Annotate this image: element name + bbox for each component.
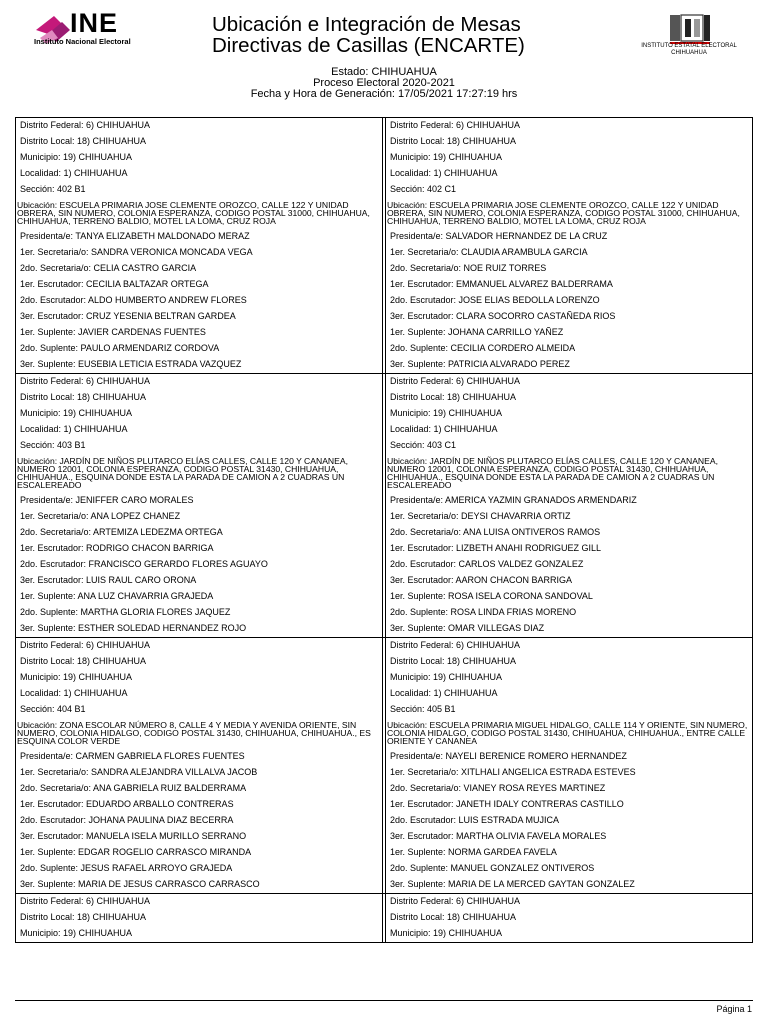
distrito-federal: Distrito Federal: 6) CHIHUAHUA bbox=[390, 640, 521, 650]
ine-subtitle: Instituto Nacional Electoral bbox=[34, 37, 131, 46]
escrutador-2: 2do. Escrutador: JOHANA PAULINA DIAZ BECERRA bbox=[20, 815, 234, 825]
secretario-2: 2do. Secretaria/o: ARTEMIZA LEDEZMA ORTEGA bbox=[20, 527, 223, 537]
seccion: Sección: 405 B1 bbox=[390, 704, 456, 714]
casilla-card bbox=[15, 374, 383, 637]
escrutador-2: 2do. Escrutador: FRANCISCO GERARDO FLORES AGUAYO bbox=[20, 559, 268, 569]
secretario-2: 2do. Secretaria/o: CELIA CASTRO GARCIA bbox=[20, 263, 197, 273]
suplente-3: 3er. Suplente: ESTHER SOLEDAD HERNANDEZ ROJO bbox=[20, 623, 247, 633]
distrito-federal: Distrito Federal: 6) CHIHUAHUA bbox=[20, 896, 151, 906]
ubicacion: Ubicación: JARDÍN DE NIÑOS PLUTARCO ELÍAS CALLES, CALLE 120 Y CANANEA, NUMERO 12001, COLONIA ESPERANZA, CODIGO POSTAL 31430, CHIHUAHUA, CHIHUAHUA., ESQUINA DONDE ESTA LA PARADA DE CAMION A 2 CUADRAS UN ESCALEREADO bbox=[17, 456, 348, 490]
distrito-federal: Distrito Federal: 6) CHIHUAHUA bbox=[20, 120, 151, 130]
suplente-2: 2do. Suplente: CECILIA CORDERO ALMEIDA bbox=[390, 343, 576, 353]
seccion: Sección: 404 B1 bbox=[20, 704, 86, 714]
secretario-2: 2do. Secretaria/o: VIANEY ROSA REYES MARTINEZ bbox=[390, 783, 606, 793]
casilla-block-row bbox=[15, 894, 753, 943]
localidad: Localidad: 1) CHIHUAHUA bbox=[20, 424, 128, 434]
secretario-1: 1er. Secretaria/o: ANA LOPEZ CHANEZ bbox=[20, 511, 181, 521]
page-header bbox=[0, 0, 768, 110]
secretario-1: 1er. Secretaria/o: CLAUDIA ARAMBULA GARCIA bbox=[390, 247, 588, 257]
municipio: Municipio: 19) CHIHUAHUA bbox=[390, 672, 503, 682]
localidad: Localidad: 1) CHIHUAHUA bbox=[390, 168, 498, 178]
escrutador-1: 1er. Escrutador: EDUARDO ARBALLO CONTRERAS bbox=[20, 799, 234, 809]
suplente-1: 1er. Suplente: EDGAR ROGELIO CARRASCO MIRANDA bbox=[20, 847, 252, 857]
ubicacion: Ubicación: ESCUELA PRIMARIA JOSE CLEMENTE OROZCO, CALLE 122 Y UNIDAD OBRERA, SIN NUMERO, COLONIA ESPERANZA, CODIGO POSTAL 31000, CHIHUAHUA, CHIHUAHUA, TERRENO BALDIO, MOTEL LA LOMA, CRUZ ROJA bbox=[17, 200, 370, 226]
escrutador-2: 2do. Escrutador: JOSE ELIAS BEDOLLA LORENZO bbox=[390, 295, 600, 305]
title-line-1: Ubicación e Integración de Mesas bbox=[212, 13, 521, 36]
casillas-grid bbox=[15, 117, 753, 943]
ieech-logo-icon bbox=[640, 12, 740, 72]
municipio: Municipio: 19) CHIHUAHUA bbox=[20, 152, 133, 162]
distrito-federal: Distrito Federal: 6) CHIHUAHUA bbox=[20, 376, 151, 386]
escrutador-3: 3er. Escrutador: MARTHA OLIVIA FAVELA MORALES bbox=[390, 831, 607, 841]
estado-label: Estado: CHIHUAHUA bbox=[331, 66, 437, 78]
ubicacion: Ubicación: ZONA ESCOLAR NÚMERO 8, CALLE 4 Y MEDIA Y AVENIDA ORIENTE, SIN NUMERO, COLONIA HIDALGO, CODIGO POSTAL 31430, CHIHUAHUA, CHIHUAHUA., ES ESQUINA COLOR VERDE bbox=[17, 720, 371, 746]
generation-meta bbox=[0, 67, 768, 100]
suplente-2: 2do. Suplente: MANUEL GONZALEZ ONTIVEROS bbox=[390, 863, 595, 873]
municipio: Municipio: 19) CHIHUAHUA bbox=[20, 672, 133, 682]
secretario-1: 1er. Secretaria/o: DEYSI CHAVARRIA ORTIZ bbox=[390, 511, 571, 521]
escrutador-2: 2do. Escrutador: CARLOS VALDEZ GONZALEZ bbox=[390, 559, 584, 569]
presidente: Presidenta/e: JENIFFER CARO MORALES bbox=[20, 495, 194, 505]
distrito-federal: Distrito Federal: 6) CHIHUAHUA bbox=[390, 896, 521, 906]
ubicacion: Ubicación: ESCUELA PRIMARIA MIGUEL HIDALGO, CALLE 114 Y ORIENTE, SIN NUMERO, COLONIA HIDALGO, CODIGO POSTAL 31430, CHIHUAHUA, CHIHUAHUA., ENTRE CALLE ORIENTE Y CANANEA bbox=[387, 720, 748, 746]
distrito-federal: Distrito Federal: 6) CHIHUAHUA bbox=[390, 376, 521, 386]
secretario-1: 1er. Secretaria/o: SANDRA VERONICA MONCADA VEGA bbox=[20, 247, 253, 257]
municipio: Municipio: 19) CHIHUAHUA bbox=[390, 152, 503, 162]
secretario-2: 2do. Secretaria/o: ANA GABRIELA RUIZ BALDERRAMA bbox=[20, 783, 247, 793]
municipio: Municipio: 19) CHIHUAHUA bbox=[20, 928, 133, 938]
localidad: Localidad: 1) CHIHUAHUA bbox=[20, 688, 128, 698]
escrutador-1: 1er. Escrutador: CECILIA BALTAZAR ORTEGA bbox=[20, 279, 209, 289]
suplente-3: 3er. Suplente: MARIA DE JESUS CARRASCO CARRASCO bbox=[20, 879, 260, 889]
escrutador-3: 3er. Escrutador: AARON CHACON BARRIGA bbox=[390, 575, 573, 585]
secretario-1: 1er. Secretaria/o: XITLHALI ANGELICA ESTRADA ESTEVES bbox=[390, 767, 636, 777]
escrutador-1: 1er. Escrutador: JANETH IDALY CONTRERAS CASTILLO bbox=[390, 799, 624, 809]
escrutador-3: 3er. Escrutador: CLARA SOCORRO CASTAÑEDA RIOS bbox=[390, 311, 616, 321]
municipio: Municipio: 19) CHIHUAHUA bbox=[390, 408, 503, 418]
escrutador-3: 3er. Escrutador: LUIS RAUL CARO ORONA bbox=[20, 575, 197, 585]
distrito-local: Distrito Local: 18) CHIHUAHUA bbox=[390, 656, 517, 666]
suplente-3: 3er. Suplente: EUSEBIA LETICIA ESTRADA VAZQUEZ bbox=[20, 359, 242, 369]
proceso-label: Proceso Electoral 2020-2021 bbox=[313, 77, 455, 89]
casilla-card bbox=[385, 638, 753, 893]
distrito-local: Distrito Local: 18) CHIHUAHUA bbox=[20, 656, 147, 666]
suplente-3: 3er. Suplente: MARIA DE LA MERCED GAYTAN GONZALEZ bbox=[390, 879, 635, 889]
presidente: Presidenta/e: CARMEN GABRIELA FLORES FUENTES bbox=[20, 751, 245, 761]
suplente-3: 3er. Suplente: PATRICIA ALVARADO PEREZ bbox=[390, 359, 570, 369]
municipio: Municipio: 19) CHIHUAHUA bbox=[20, 408, 133, 418]
fecha-label: Fecha y Hora de Generación: 17/05/2021 17:27:19 hrs bbox=[250, 88, 518, 100]
localidad: Localidad: 1) CHIHUAHUA bbox=[390, 424, 498, 434]
suplente-1: 1er. Suplente: ROSA ISELA CORONA SANDOVAL bbox=[390, 591, 593, 601]
ine-logo-text: INE bbox=[70, 8, 119, 38]
title-line-2: Directivas de Casillas (ENCARTE) bbox=[212, 34, 525, 57]
escrutador-1: 1er. Escrutador: LIZBETH ANAHI RODRIGUEZ GILL bbox=[390, 543, 602, 553]
suplente-1: 1er. Suplente: JOHANA CARRILLO YAÑEZ bbox=[390, 327, 564, 337]
localidad: Localidad: 1) CHIHUAHUA bbox=[20, 168, 128, 178]
seccion: Sección: 403 B1 bbox=[20, 440, 86, 450]
escrutador-2: 2do. Escrutador: LUIS ESTRADA MUJICA bbox=[390, 815, 560, 825]
presidente: Presidenta/e: SALVADOR HERNANDEZ DE LA CRUZ bbox=[390, 231, 608, 241]
seccion: Sección: 402 C1 bbox=[390, 184, 457, 194]
escrutador-1: 1er. Escrutador: RODRIGO CHACON BARRIGA bbox=[20, 543, 214, 553]
distrito-local: Distrito Local: 18) CHIHUAHUA bbox=[20, 392, 147, 402]
suplente-1: 1er. Suplente: NORMA GARDEA FAVELA bbox=[390, 847, 557, 857]
escrutador-2: 2do. Escrutador: ALDO HUMBERTO ANDREW FLORES bbox=[20, 295, 247, 305]
distrito-local: Distrito Local: 18) CHIHUAHUA bbox=[390, 912, 517, 922]
casilla-card bbox=[15, 118, 383, 373]
casilla-block-row bbox=[15, 118, 753, 374]
casilla-card bbox=[385, 374, 753, 637]
secretario-1: 1er. Secretaria/o: SANDRA ALEJANDRA VILLALVA JACOB bbox=[20, 767, 258, 777]
ieech-subtitle bbox=[640, 43, 738, 57]
presidente: Presidenta/e: AMERICA YAZMIN GRANADOS ARMENDARIZ bbox=[390, 495, 637, 505]
suplente-3: 3er. Suplente: OMAR VILLEGAS DIAZ bbox=[390, 623, 545, 633]
casilla-block-row bbox=[15, 374, 753, 638]
ubicacion: Ubicación: JARDÍN DE NIÑOS PLUTARCO ELÍAS CALLES, CALLE 120 Y CANANEA, NUMERO 12001, COLONIA ESPERANZA, CODIGO POSTAL 31430, CHIHUAHUA, CHIHUAHUA., ESQUINA DONDE ESTA LA PARADA DE CAMION A 2 CUADRAS UN ESCALEREADO bbox=[387, 456, 718, 490]
suplente-1: 1er. Suplente: JAVIER CARDENAS FUENTES bbox=[20, 327, 206, 337]
suplente-2: 2do. Suplente: PAULO ARMENDARIZ CORDOVA bbox=[20, 343, 220, 353]
secretario-2: 2do. Secretaria/o: NOE RUIZ TORRES bbox=[390, 263, 547, 273]
secretario-2: 2do. Secretaria/o: ANA LUISA ONTIVEROS RAMOS bbox=[390, 527, 601, 537]
ubicacion: Ubicación: ESCUELA PRIMARIA JOSE CLEMENTE OROZCO, CALLE 122 Y UNIDAD OBRERA, SIN NUMERO, COLONIA ESPERANZA, CODIGO POSTAL 31000, CHIHUAHUA, CHIHUAHUA, TERRENO BALDIO, MOTEL LA LOMA, CRUZ ROJA bbox=[387, 200, 740, 226]
presidente: Presidenta/e: TANYA ELIZABETH MALDONADO MERAZ bbox=[20, 231, 250, 241]
escrutador-3: 3er. Escrutador: MANUELA ISELA MURILLO SERRANO bbox=[20, 831, 247, 841]
casilla-card bbox=[15, 894, 383, 942]
suplente-2: 2do. Suplente: JESUS RAFAEL ARROYO GRAJEDA bbox=[20, 863, 233, 873]
localidad: Localidad: 1) CHIHUAHUA bbox=[390, 688, 498, 698]
distrito-federal: Distrito Federal: 6) CHIHUAHUA bbox=[20, 640, 151, 650]
suplente-1: 1er. Suplente: ANA LUZ CHAVARRIA GRAJEDA bbox=[20, 591, 214, 601]
footer-divider bbox=[15, 1000, 753, 1001]
casilla-card bbox=[385, 118, 753, 373]
casilla-card bbox=[385, 894, 753, 942]
suplente-2: 2do. Suplente: ROSA LINDA FRIAS MORENO bbox=[390, 607, 577, 617]
escrutador-1: 1er. Escrutador: EMMANUEL ALVAREZ BALDERRAMA bbox=[390, 279, 613, 289]
distrito-local: Distrito Local: 18) CHIHUAHUA bbox=[390, 136, 517, 146]
casilla-card bbox=[15, 638, 383, 893]
ieech-subtitle-2: CHIHUAHUA bbox=[671, 50, 707, 56]
seccion: Sección: 403 C1 bbox=[390, 440, 457, 450]
distrito-local: Distrito Local: 18) CHIHUAHUA bbox=[20, 912, 147, 922]
ieech-subtitle-1: INSTITUTO ESTATAL ELECTORAL bbox=[641, 43, 737, 49]
presidente: Presidenta/e: NAYELI BERENICE ROMERO HERNANDEZ bbox=[390, 751, 627, 761]
seccion: Sección: 402 B1 bbox=[20, 184, 86, 194]
casilla-block-row bbox=[15, 638, 753, 894]
distrito-local: Distrito Local: 18) CHIHUAHUA bbox=[390, 392, 517, 402]
suplente-2: 2do. Suplente: MARTHA GLORIA FLORES JAQUEZ bbox=[20, 607, 231, 617]
municipio: Municipio: 19) CHIHUAHUA bbox=[390, 928, 503, 938]
distrito-local: Distrito Local: 18) CHIHUAHUA bbox=[20, 136, 147, 146]
page-number: Página 1 bbox=[716, 1004, 752, 1014]
escrutador-3: 3er. Escrutador: CRUZ YESENIA BELTRAN GARDEA bbox=[20, 311, 236, 321]
page-title bbox=[212, 14, 525, 56]
distrito-federal: Distrito Federal: 6) CHIHUAHUA bbox=[390, 120, 521, 130]
